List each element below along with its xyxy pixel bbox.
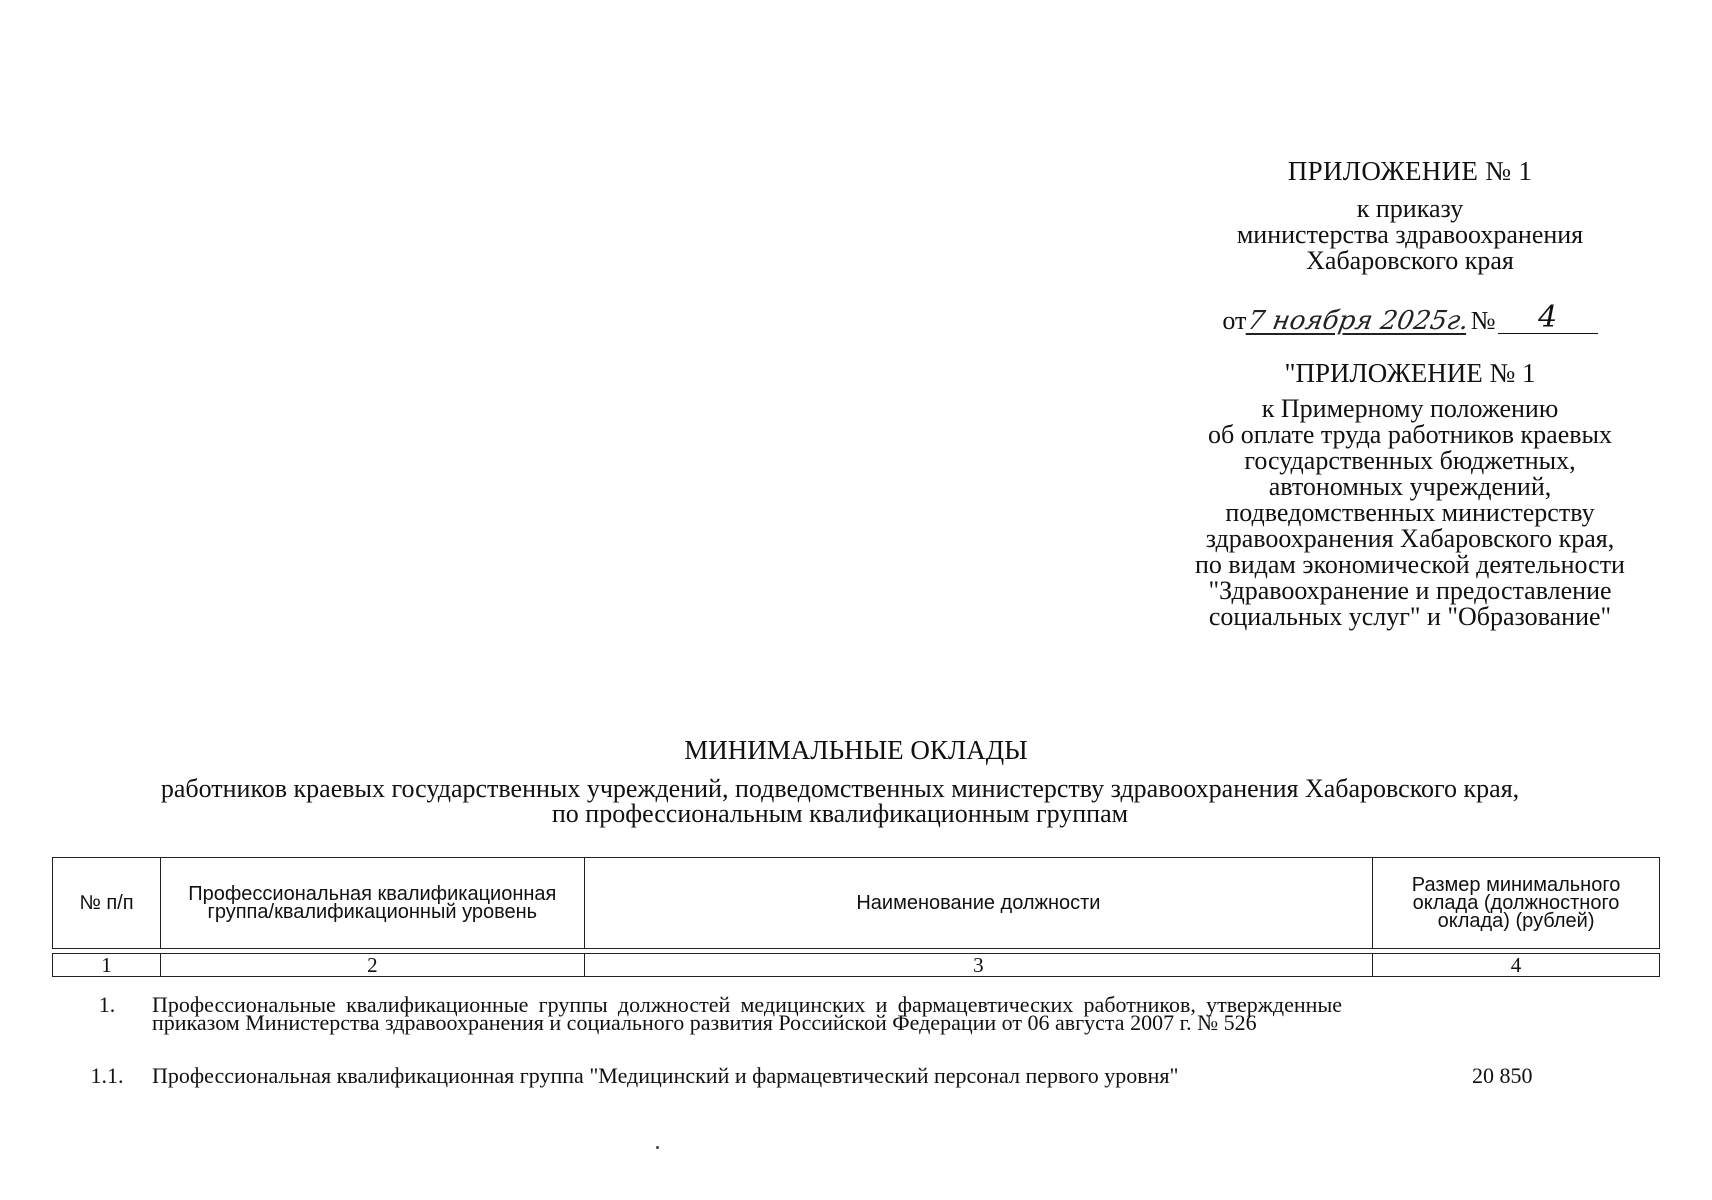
date-prefix: от <box>1222 306 1247 335</box>
appendix-line-1: к приказу <box>1356 194 1464 223</box>
quoted-appendix-line: социальных услуг" и "Образование" <box>1208 602 1612 631</box>
table-row <box>72 1063 1632 1091</box>
header-position: Наименование должности <box>584 858 1372 949</box>
appendix-block <box>1180 158 1640 630</box>
stray-dot-mark <box>656 1146 659 1149</box>
number-label: № <box>1470 306 1496 335</box>
subtitle-line: по профессиональным квалификационным группам <box>551 799 1129 828</box>
header-row <box>53 858 1660 949</box>
header-number: № п/п <box>53 858 161 949</box>
column-number-2: 2 <box>160 954 584 977</box>
document-title: МИНИМАЛЬНЫЕ ОКЛАДЫ <box>684 735 1028 765</box>
quoted-appendix-line: государственных бюджетных, <box>1244 446 1576 475</box>
column-number-4: 4 <box>1373 954 1660 977</box>
quoted-appendix-heading: "ПРИЛОЖЕНИЕ № 1 <box>1284 358 1536 388</box>
header-salary: Размер минимального оклада (должностного оклада) (рублей) <box>1373 858 1660 949</box>
quoted-appendix-line: об оплате труда работников краевых <box>1207 420 1612 449</box>
column-number-row <box>53 954 1660 977</box>
subtitle-line: работников краевых государственных учреждений, подведомственных министерству здравоохранения Хабаровского края, <box>160 774 1520 803</box>
row-text: Профессиональная квалификационная группа "Медицинский и фармацевтический персонал первого уровня" <box>152 1063 1179 1088</box>
quoted-appendix-line: здравоохранения Хабаровского края, <box>1205 524 1615 553</box>
column-number-3: 3 <box>584 954 1372 977</box>
quoted-appendix-line: автономных учреждений, <box>1268 472 1552 501</box>
appendix-line-3: Хабаровского края <box>1306 246 1514 275</box>
quoted-appendix-line: по видам экономической деятельности <box>1195 550 1625 579</box>
appendix-heading: ПРИЛОЖЕНИЕ № 1 <box>1287 156 1533 186</box>
row-text: Профессиональные квалификационные группы должностей медицинских и фармацевтических работников, утвержденные приказом Министерства здравоохранения и социального развития Российской Федерации от 06 августа 2007 г. № 526 <box>152 992 1342 1035</box>
row-number: 1. <box>98 992 116 1017</box>
order-date-number-line <box>1180 294 1640 334</box>
quoted-appendix-body <box>1180 396 1640 630</box>
row-value: 20 850 <box>1472 1063 1533 1088</box>
row-number: 1.1. <box>90 1063 124 1088</box>
handwritten-date: 7 ноября 2025г. <box>1245 306 1472 336</box>
header-group: Профессиональная квалификационная группа/квалификационный уровень <box>160 858 584 949</box>
table-row <box>72 992 1632 1056</box>
quoted-appendix-line: "Здравоохранение и предоставление <box>1208 576 1612 605</box>
salary-table-header <box>52 857 1660 977</box>
handwritten-number: 4 <box>1498 303 1598 334</box>
column-number-1: 1 <box>53 954 161 977</box>
document-subtitle <box>70 776 1610 826</box>
quoted-appendix-line: подведомственных министерству <box>1225 498 1595 527</box>
quoted-appendix-line: к Примерному положению <box>1261 394 1559 423</box>
appendix-line-2: министерства здравоохранения <box>1236 220 1584 249</box>
